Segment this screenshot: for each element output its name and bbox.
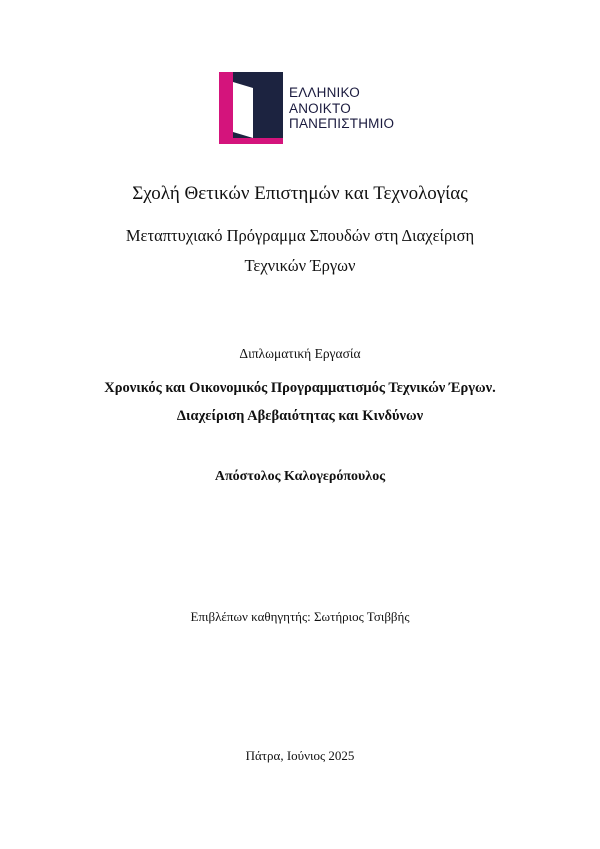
program-line-2: Τεχνικών Έργων [244, 256, 356, 275]
supervisor: Επιβλέπων καθηγητής: Σωτήριος Τσιββής [190, 609, 410, 624]
school-name: Σχολή Θετικών Επιστημών και Τεχνολογίας [132, 183, 468, 204]
author-name: Απόστολος Καλογερόπουλος [214, 469, 386, 484]
university-logo-icon [219, 72, 283, 144]
logo-line-3: ΠΑΝΕΠΙΣΤΗΜΙΟ [289, 116, 395, 131]
logo-line-1: ΕΛΛΗΝΙΚΟ [289, 85, 360, 100]
logo-line-2: ΑΝΟΙΚΤΟ [289, 100, 351, 116]
university-logo [219, 72, 409, 144]
logo-wordmark [289, 85, 394, 132]
thesis-title-line-2: Διαχείριση Αβεβαιότητας και Κινδύνων [176, 408, 424, 424]
thesis-title-line-1: Χρονικός και Οικονομικός Προγραμματισμός Τεχνικών Έργων. [104, 380, 496, 396]
place-date: Πάτρα, Ιούνιος 2025 [245, 748, 355, 763]
program-line-1: Μεταπτυχιακό Πρόγραμμα Σπουδών στη Διαχείριση [125, 226, 475, 245]
document-type: Διπλωματική Εργασία [239, 346, 361, 361]
